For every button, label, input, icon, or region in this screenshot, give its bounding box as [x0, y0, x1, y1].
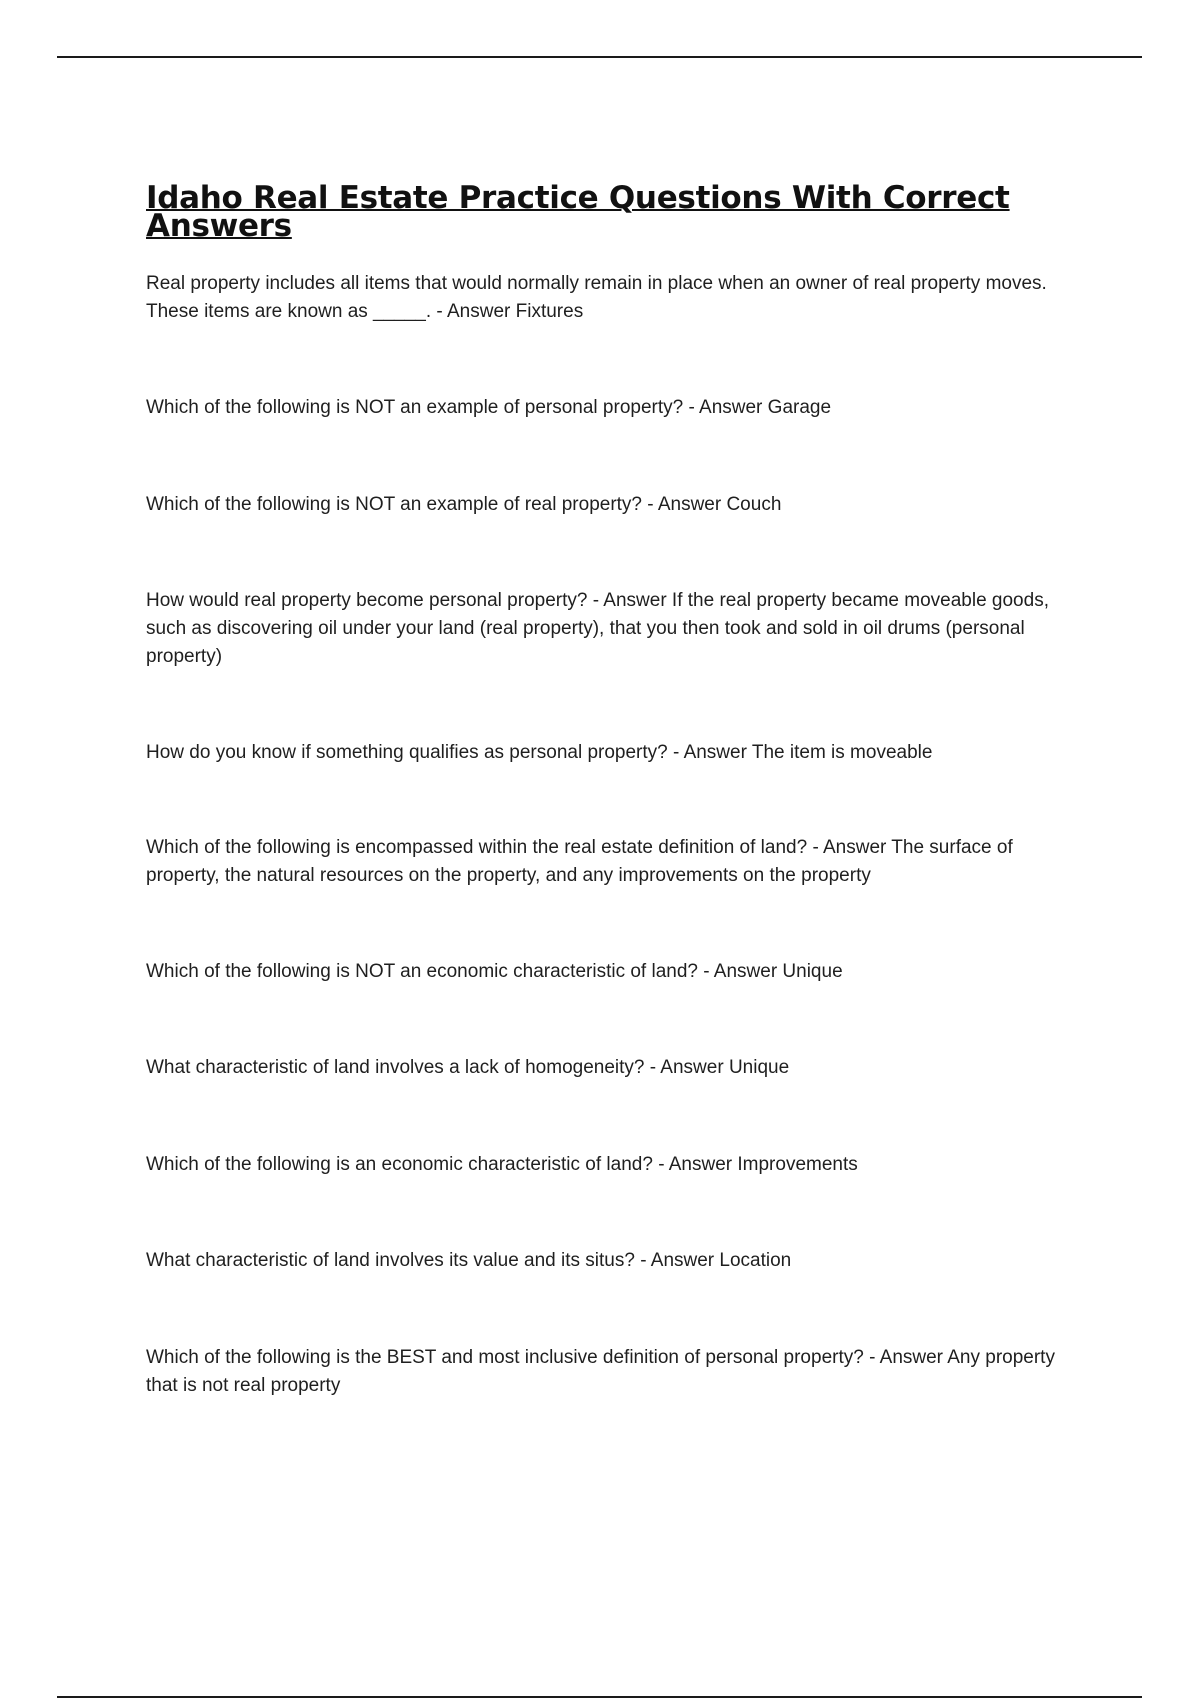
qa-item-7: Which of the following is NOT an economic characteristic of land? - Answer Unique — [146, 961, 843, 982]
page-title: Idaho Real Estate Practice Questions With Correct Answers — [146, 180, 1010, 244]
bottom-rule — [57, 1696, 1142, 1698]
qa-item-11: Which of the following is the BEST and most inclusive definition of personal property? - Answer Any property that is not real property — [146, 1347, 1055, 1396]
qa-item-6: Which of the following is encompassed within the real estate definition of land? - Answer The surface of property, the natural resources on the property, and any improvements on the property — [146, 837, 1013, 886]
qa-item-9: Which of the following is an economic characteristic of land? - Answer Improvements — [146, 1154, 858, 1175]
qa-item-3: Which of the following is NOT an example of real property? - Answer Couch — [146, 494, 782, 515]
qa-item-4: How would real property become personal property? - Answer If the real property became moveable goods, such as discovering oil under your land (real property), that you then took and sold in oil drums (personal property) — [146, 590, 1049, 667]
qa-item-8: What characteristic of land involves a lack of homogeneity? - Answer Unique — [146, 1057, 790, 1078]
qa-item-2: Which of the following is NOT an example of personal property? - Answer Garage — [146, 397, 832, 418]
top-rule — [57, 56, 1142, 58]
qa-item-5: How do you know if something qualifies as personal property? - Answer The item is moveable — [146, 742, 933, 763]
qa-item-1: Real property includes all items that would normally remain in place when an owner of real property moves. These items are known as _____. - Answer Fixtures — [146, 273, 1047, 322]
qa-item-10: What characteristic of land involves its value and its situs? - Answer Location — [146, 1250, 792, 1271]
